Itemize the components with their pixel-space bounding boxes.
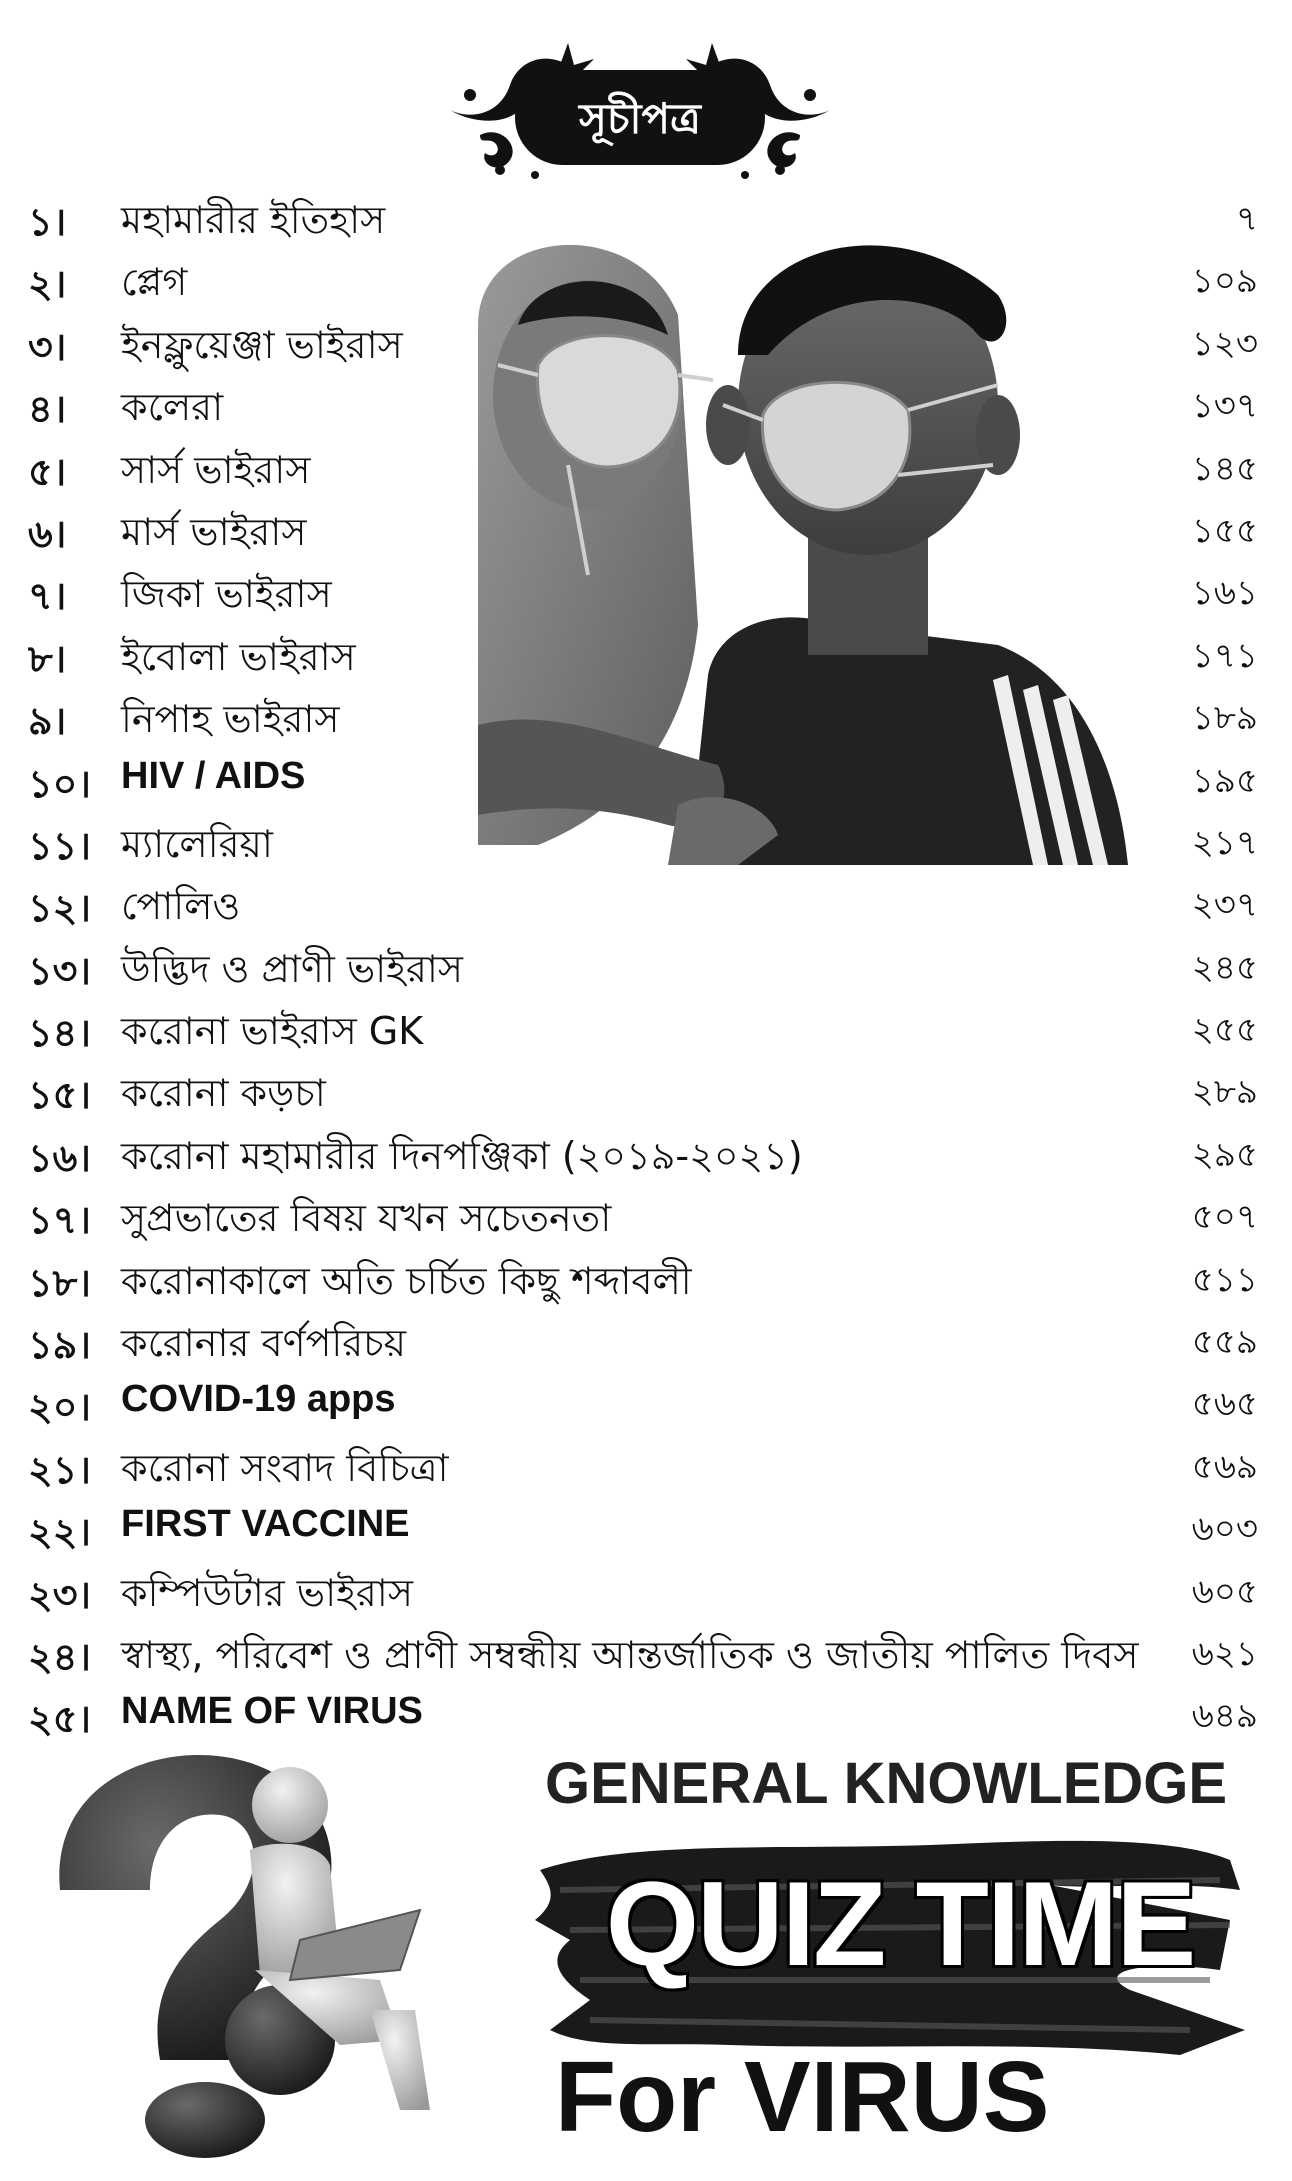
toc-entry-page: ১৬১ [1191,573,1258,614]
toc-entry-number: ২০। [28,1385,92,1430]
toc-entry [28,1680,1258,1742]
toc-entry-number: ১৬। [28,1135,91,1180]
toc-entry-number: ২১। [28,1447,91,1492]
toc-entry-number: ১। [28,200,67,244]
toc-entry-title: করোনা কড়চা [121,1071,326,1116]
toc-entry-title: FIRST VACCINE [121,1503,410,1546]
toc-entry [28,745,1258,807]
toc-entry [28,370,1258,432]
toc-entry-page: ৫০৭ [1191,1197,1258,1238]
toc-entry-number: ৮। [28,636,67,681]
toc-entry-number: ২৫। [28,1697,91,1742]
toc-entry-number: ২৩। [28,1572,92,1617]
question-mark-figure-icon [40,1740,530,2160]
toc-entry-page: ১৮৯ [1191,698,1258,739]
toc-entry-number: ১৯। [28,1323,91,1368]
toc-entry-page: ১৯৫ [1191,760,1258,801]
toc-entry [28,245,1258,307]
toc-entry-page: ৫৬৯ [1191,1446,1258,1487]
toc-entry-page: ১২৩ [1191,323,1258,364]
toc-entry [28,495,1258,557]
toc-entry-title: NAME OF VIRUS [121,1690,423,1733]
toc-entry [28,807,1258,869]
toc-entry-number: ৯। [28,699,67,744]
toc-entry [28,1181,1258,1243]
toc-entry-number: ২২। [28,1510,92,1555]
toc-entry-page: ৬৪৯ [1191,1696,1258,1737]
toc-entry-number: ১৫। [28,1073,91,1118]
toc-entry-number: ১১। [28,823,91,868]
toc-entry-number: ১৭। [28,1198,91,1243]
toc-entry-number: ১৮। [28,1260,91,1305]
banner-quiz-time: QUIZ TIME [605,1857,1195,1991]
header-ornament [440,25,840,190]
toc-entry-page: ২৪৫ [1191,947,1258,988]
table-of-contents [28,183,1258,1743]
toc-entry [28,308,1258,370]
toc-entry-page: ৬২১ [1191,1633,1258,1674]
toc-entry-page: ৭ [1235,199,1258,239]
toc-entry-number: ২। [28,262,67,307]
toc-entry [28,620,1258,682]
toc-entry [28,1056,1258,1118]
toc-entry [28,869,1258,931]
toc-entry-page: ১৪৫ [1191,448,1258,489]
toc-entry-page: ৬০৩ [1191,1509,1258,1550]
toc-entry [28,1618,1258,1680]
toc-entry [28,1431,1258,1493]
toc-entry-title: কলেরা [121,385,224,430]
toc-entry [28,994,1258,1056]
toc-entry [28,932,1258,994]
toc-entry-title: নিপাহ ভাইরাস [121,697,340,742]
toc-entry-title: কম্পিউটার ভাইরাস [121,1570,413,1615]
toc-entry-number: ৬। [28,511,67,556]
toc-entry-page: ৬০৫ [1191,1571,1258,1612]
toc-entry-number: ৪। [28,387,67,432]
banner-for-virus: For VIRUS [555,2041,1050,2153]
toc-entry [28,1493,1258,1555]
toc-entry-title: ম্যালেরিয়া [121,821,273,866]
toc-entry [28,682,1258,744]
toc-entry-page: ২৫৫ [1191,1010,1258,1051]
toc-entry-title: করোনাকালে অতি চর্চিত কিছু শব্দাবলী [121,1258,692,1303]
toc-entry [28,1368,1258,1430]
toc-entry-number: ১০। [28,761,91,806]
toc-entry-title: করোনা সংবাদ বিচিত্রা [121,1445,449,1490]
toc-entry-page: ১৫৫ [1191,510,1258,551]
toc-entry-title: পোলিও [121,884,241,929]
toc-entry-title: প্লেগ [121,260,188,305]
toc-entry-number: ৫। [28,449,67,494]
toc-entry-title: করোনার বর্ণপরিচয় [121,1321,407,1366]
toc-entry-title: উদ্ভিদ ও প্রাণী ভাইরাস [121,946,463,991]
banner-general-knowledge: GENERAL KNOWLEDGE [545,1751,1228,1816]
toc-entry-title: মহামারীর ইতিহাস [121,198,386,242]
toc-entry-title: মার্স ভাইরাস [121,509,307,554]
toc-entry-number: ১৩। [28,948,91,993]
toc-entry [28,1306,1258,1368]
toc-entry-title: স্বাস্থ্য, পরিবেশ ও প্রাণী সম্বন্ধীয় আন্তর্জাতিক ও জাতীয় পালিত দিবস [121,1632,1139,1677]
toc-entry-title: সার্স ভাইরাস [121,447,311,492]
toc-entry [28,1244,1258,1306]
toc-entry [28,433,1258,495]
toc-entry-page: ২৩৭ [1191,885,1258,926]
toc-entry-title: ইবোলা ভাইরাস [121,634,356,679]
toc-entry-page: ২৮৯ [1191,1072,1258,1113]
toc-entry-title: ইনফ্লুয়েঞ্জা ভাইরাস [121,322,403,367]
toc-entry-number: ২৪। [28,1634,91,1679]
toc-entry-title: COVID-19 apps [121,1378,396,1421]
toc-entry-page: ৫৬৫ [1191,1384,1258,1425]
toc-entry-page: ৫১১ [1191,1259,1258,1300]
toc-entry-page: ১০৯ [1191,261,1258,302]
toc-entry-page: ১৩৭ [1191,386,1258,427]
toc-entry-page: ১৭১ [1191,635,1258,676]
toc-entry-title: সুপ্রভাতের বিষয় যখন সচেতনতা [121,1196,612,1241]
toc-entry [28,557,1258,619]
toc-entry-number: ১২। [28,886,91,931]
toc-entry [28,183,1258,245]
toc-entry-title: জিকা ভাইরাস [121,572,332,617]
toc-entry-number: ১৪। [28,1011,91,1056]
toc-entry-page: ৫৫৯ [1191,1322,1258,1363]
toc-entry-number: ৩। [28,324,67,369]
toc-entry-title: করোনা মহামারীর দিনপঞ্জিকা (২০১৯-২০২১) [121,1133,803,1178]
toc-entry-title: করোনা ভাইরাস GK [121,1009,424,1054]
page-title: সূচীপত্র [579,94,701,143]
toc-entry-page: ২১৭ [1191,822,1258,863]
toc-entry [28,1556,1258,1618]
toc-entry-title: HIV / AIDS [121,754,306,797]
toc-entry [28,1119,1258,1181]
toc-entry-page: ২৯৫ [1191,1134,1258,1175]
toc-entry-number: ৭। [28,574,67,619]
